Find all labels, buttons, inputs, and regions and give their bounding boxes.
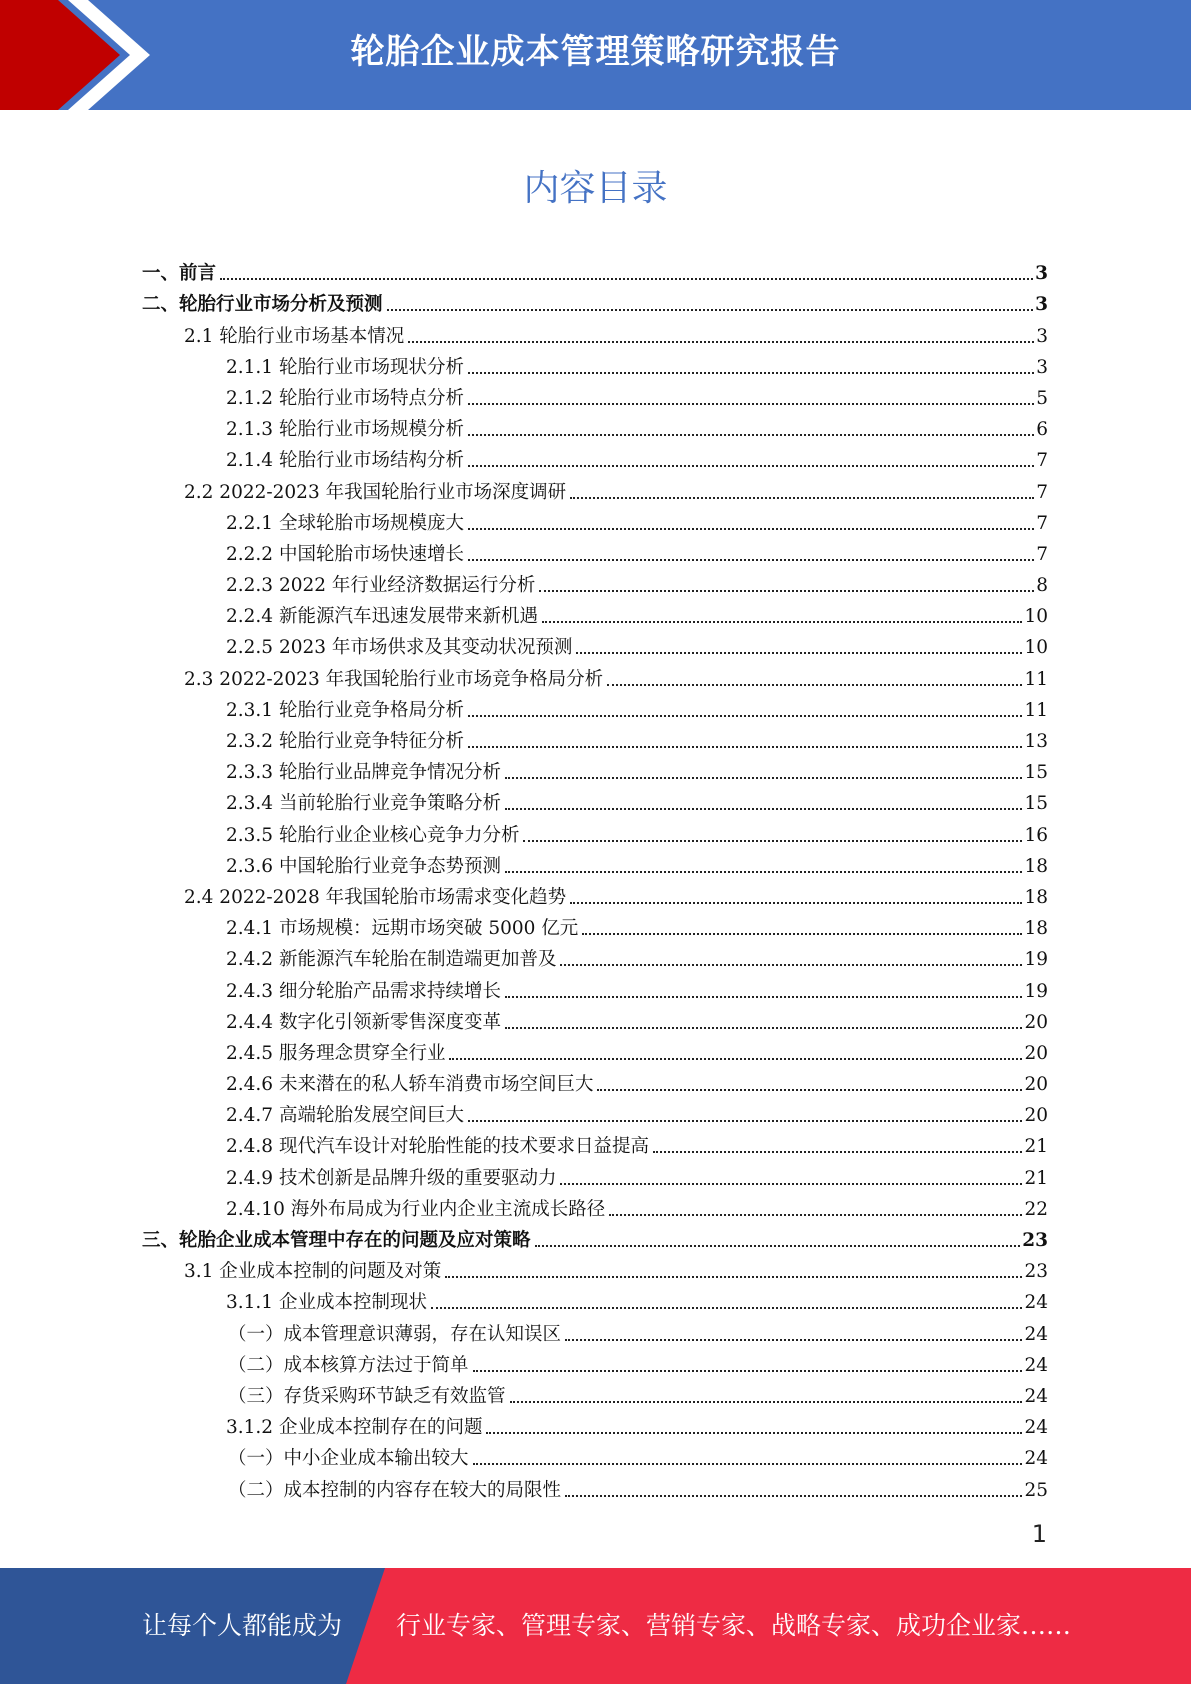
toc-entry-page: 24 <box>1024 1354 1048 1376</box>
toc-entry-title: 3.1 企业成本控制的问题及对策 <box>184 1261 442 1283</box>
toc-dot-leader <box>468 746 1022 748</box>
toc-dot-leader <box>570 902 1022 904</box>
toc-entry[interactable] <box>142 285 1048 316</box>
toc-entry-title: 2.3.4 当前轮胎行业竞争策略分析 <box>226 793 501 815</box>
toc-entry[interactable] <box>142 1034 1048 1065</box>
toc-entry-title: 二、轮胎行业市场分析及预测 <box>142 294 383 316</box>
toc-dot-leader <box>576 652 1022 654</box>
toc-entry-page: 5 <box>1036 387 1048 409</box>
toc-entry[interactable] <box>142 410 1048 441</box>
toc-entry[interactable] <box>142 1439 1048 1470</box>
toc-entry[interactable] <box>142 909 1048 940</box>
toc-dot-leader <box>468 372 1034 374</box>
page-number: 1 <box>1031 1520 1047 1548</box>
toc-entry-page: 11 <box>1024 699 1048 721</box>
toc-entry-title: 2.2.4 新能源汽车迅速发展带来新机遇 <box>226 606 538 628</box>
toc-entry-page: 24 <box>1024 1292 1048 1314</box>
toc-dot-leader <box>468 465 1034 467</box>
toc-entry[interactable] <box>142 535 1048 566</box>
toc-entry-title: 2.4.1 市场规模：远期市场突破 5000 亿元 <box>226 918 579 940</box>
toc-entry-page: 23 <box>1024 1261 1048 1283</box>
toc-dot-leader <box>408 341 1034 343</box>
toc-entry-title: 2.4.2 新能源汽车轮胎在制造端更加普及 <box>226 949 557 971</box>
toc-dot-leader <box>570 497 1034 499</box>
toc-entry-page: 25 <box>1024 1479 1048 1501</box>
page-footer <box>0 1568 1191 1684</box>
toc-dot-leader <box>468 715 1022 717</box>
toc-entry-title: 2.4.9 技术创新是品牌升级的重要驱动力 <box>226 1167 557 1189</box>
toc-entry-page: 22 <box>1024 1198 1048 1220</box>
toc-entry-title: 2.1.4 轮胎行业市场结构分析 <box>226 450 464 472</box>
toc-entry-page: 19 <box>1024 980 1048 1002</box>
toc-entry-title: 3.1.1 企业成本控制现状 <box>226 1292 427 1314</box>
toc-entry-page: 20 <box>1024 1042 1048 1064</box>
toc-dot-leader <box>486 1432 1022 1434</box>
table-of-contents <box>142 254 1048 1502</box>
toc-entry-page: 18 <box>1024 886 1048 908</box>
toc-entry[interactable] <box>142 1003 1048 1034</box>
toc-dot-leader <box>473 1370 1023 1372</box>
toc-dot-leader <box>468 403 1034 405</box>
toc-entry[interactable] <box>142 1314 1048 1345</box>
toc-entry[interactable] <box>142 1252 1048 1283</box>
toc-entry-title: 3.1.2 企业成本控制存在的问题 <box>226 1417 483 1439</box>
toc-entry[interactable] <box>142 1190 1048 1221</box>
toc-entry-title: 2.4.8 现代汽车设计对轮胎性能的技术要求日益提高 <box>226 1136 649 1158</box>
toc-entry[interactable] <box>142 348 1048 379</box>
toc-entry[interactable] <box>142 566 1048 597</box>
toc-entry[interactable] <box>142 1158 1048 1189</box>
toc-entry[interactable] <box>142 1127 1048 1158</box>
toc-dot-leader <box>560 1183 1022 1185</box>
toc-dot-leader <box>582 933 1022 935</box>
toc-entry[interactable] <box>142 1065 1048 1096</box>
toc-entry-page: 10 <box>1024 606 1048 628</box>
toc-dot-leader <box>505 996 1022 998</box>
toc-entry-title: 三、轮胎企业成本管理中存在的问题及应对策略 <box>142 1230 531 1251</box>
toc-entry-page: 24 <box>1024 1448 1048 1470</box>
toc-dot-leader <box>653 1151 1022 1153</box>
toc-entry[interactable] <box>142 1470 1048 1501</box>
toc-dot-leader <box>510 1401 1023 1403</box>
toc-entry[interactable] <box>142 815 1048 846</box>
toc-dot-leader <box>542 621 1022 623</box>
toc-entry[interactable] <box>142 628 1048 659</box>
toc-entry-title: 2.2 2022-2023 年我国轮胎行业市场深度调研 <box>184 481 567 503</box>
toc-entry[interactable] <box>142 971 1048 1002</box>
footer-slogan-right: 行业专家、管理专家、营销专家、战略专家、成功企业家…… <box>396 1611 1072 1640</box>
toc-entry[interactable] <box>142 1408 1048 1439</box>
toc-entry-title: 2.4.4 数字化引领新零售深度变革 <box>226 1011 501 1033</box>
toc-entry[interactable] <box>142 1283 1048 1314</box>
toc-dot-leader <box>505 808 1022 810</box>
toc-entry[interactable] <box>142 1096 1048 1127</box>
toc-entry-title: 2.2.5 2023 年市场供求及其变动状况预测 <box>226 637 573 659</box>
toc-entry-page: 3 <box>1035 294 1048 316</box>
toc-heading: 内容目录 <box>523 168 668 209</box>
toc-dot-leader <box>387 309 1034 311</box>
toc-entry[interactable] <box>142 1377 1048 1408</box>
toc-dot-leader <box>505 1027 1022 1029</box>
toc-entry-title: 2.1.3 轮胎行业市场规模分析 <box>226 419 464 441</box>
report-title: 轮胎企业成本管理策略研究报告 <box>350 32 841 72</box>
toc-entry-title: 2.2.3 2022 年行业经济数据运行分析 <box>226 575 536 597</box>
toc-dot-leader <box>220 278 1033 280</box>
toc-dot-leader <box>565 1495 1022 1497</box>
toc-entry-page: 8 <box>1036 575 1048 597</box>
toc-entry-page: 18 <box>1024 918 1048 940</box>
toc-entry-page: 21 <box>1024 1167 1048 1189</box>
toc-entry-title: （一）成本管理意识薄弱，存在认知误区 <box>228 1323 562 1345</box>
toc-entry[interactable] <box>142 1346 1048 1377</box>
page-header <box>0 0 1191 110</box>
toc-entry[interactable] <box>142 379 1048 410</box>
toc-entry-page: 7 <box>1036 450 1048 472</box>
toc-entry[interactable] <box>142 504 1048 535</box>
toc-entry[interactable] <box>142 254 1048 285</box>
toc-entry-title: 2.1.2 轮胎行业市场特点分析 <box>226 387 464 409</box>
toc-entry-page: 15 <box>1024 762 1048 784</box>
toc-entry-page: 7 <box>1036 481 1048 503</box>
toc-entry-title: 2.4.10 海外布局成为行业内企业主流成长路径 <box>226 1198 606 1220</box>
toc-entry-page: 15 <box>1024 793 1048 815</box>
toc-dot-leader <box>449 1058 1022 1060</box>
toc-entry-page: 3 <box>1036 325 1048 347</box>
toc-entry-page: 13 <box>1024 731 1048 752</box>
toc-entry-page: 23 <box>1022 1230 1048 1251</box>
toc-entry-title: 2.3.2 轮胎行业竞争特征分析 <box>226 731 464 752</box>
toc-entry[interactable] <box>142 472 1048 503</box>
toc-entry-page: 3 <box>1035 263 1048 285</box>
toc-dot-leader <box>535 1245 1021 1247</box>
footer-slogan-left: 让每个人都能成为 <box>142 1611 343 1640</box>
toc-dot-leader <box>468 559 1034 561</box>
toc-entry-title: 2.4.7 高端轮胎发展空间巨大 <box>226 1105 464 1127</box>
toc-entry-page: 3 <box>1036 356 1048 378</box>
toc-entry-page: 21 <box>1024 1136 1048 1158</box>
toc-entry-title: 2.2.2 中国轮胎市场快速增长 <box>226 543 464 565</box>
toc-dot-leader <box>539 590 1034 592</box>
toc-entry-title: 2.2.1 全球轮胎市场规模庞大 <box>226 512 464 534</box>
toc-entry-page: 11 <box>1024 668 1048 690</box>
toc-entry-page: 6 <box>1036 419 1048 441</box>
toc-entry-title: 2.1.1 轮胎行业市场现状分析 <box>226 356 464 378</box>
toc-entry-page: 24 <box>1024 1323 1048 1345</box>
toc-entry-page: 19 <box>1024 949 1048 971</box>
toc-entry[interactable] <box>142 659 1048 690</box>
toc-entry-title: （三）存货采购环节缺乏有效监管 <box>228 1385 506 1407</box>
toc-dot-leader <box>505 871 1022 873</box>
toc-entry-page: 7 <box>1036 512 1048 534</box>
toc-entry[interactable] <box>142 847 1048 878</box>
toc-entry-title: （一）中小企业成本输出较大 <box>228 1448 469 1470</box>
toc-entry[interactable] <box>142 441 1048 472</box>
toc-entry-page: 20 <box>1024 1105 1048 1127</box>
toc-entry-title: 2.3.1 轮胎行业竞争格局分析 <box>226 699 464 721</box>
toc-entry-page: 20 <box>1024 1074 1048 1096</box>
toc-dot-leader <box>597 1089 1022 1091</box>
toc-entry[interactable] <box>142 597 1048 628</box>
toc-dot-leader <box>565 1339 1022 1341</box>
toc-entry-title: 2.3.5 轮胎行业企业核心竞争力分析 <box>226 824 520 846</box>
toc-entry[interactable] <box>142 722 1048 753</box>
toc-entry-page: 18 <box>1024 855 1048 877</box>
toc-dot-leader <box>445 1276 1022 1278</box>
toc-dot-leader <box>468 528 1034 530</box>
toc-entry-page: 24 <box>1024 1417 1048 1439</box>
toc-entry[interactable] <box>142 784 1048 815</box>
toc-entry-page: 10 <box>1024 637 1048 659</box>
toc-entry-title: 2.3.3 轮胎行业品牌竞争情况分析 <box>226 762 501 784</box>
toc-dot-leader <box>431 1307 1022 1309</box>
toc-entry[interactable] <box>142 1221 1048 1252</box>
toc-entry-page: 16 <box>1024 824 1048 846</box>
toc-entry[interactable] <box>142 878 1048 909</box>
toc-entry-title: 2.4.5 服务理念贯穿全行业 <box>226 1042 446 1064</box>
toc-dot-leader <box>609 1214 1022 1216</box>
toc-entry-page: 24 <box>1024 1385 1048 1407</box>
toc-entry[interactable] <box>142 753 1048 784</box>
toc-entry-title: 2.4.3 细分轮胎产品需求持续增长 <box>226 980 501 1002</box>
toc-dot-leader <box>468 1120 1022 1122</box>
toc-dot-leader <box>473 1463 1023 1465</box>
toc-entry-title: （二）成本核算方法过于简单 <box>228 1354 469 1376</box>
toc-entry[interactable] <box>142 940 1048 971</box>
toc-dot-leader <box>560 964 1022 966</box>
toc-entry-title: 2.1 轮胎行业市场基本情况 <box>184 325 405 347</box>
toc-entry[interactable] <box>142 316 1048 347</box>
toc-dot-leader <box>468 434 1034 436</box>
toc-entry-title: 2.4 2022-2028 年我国轮胎市场需求变化趋势 <box>184 886 567 908</box>
toc-entry-title: （二）成本控制的内容存在较大的局限性 <box>228 1479 562 1501</box>
toc-entry-title: 2.4.6 未来潜在的私人轿车消费市场空间巨大 <box>226 1074 594 1096</box>
toc-entry[interactable] <box>142 691 1048 722</box>
toc-entry-title: 一、前言 <box>142 263 217 285</box>
toc-entry-page: 20 <box>1024 1011 1048 1033</box>
toc-entry-page: 7 <box>1036 543 1048 565</box>
toc-entry-title: 2.3 2022-2023 年我国轮胎行业市场竞争格局分析 <box>184 668 604 690</box>
toc-dot-leader <box>523 840 1022 842</box>
toc-entry-title: 2.3.6 中国轮胎行业竞争态势预测 <box>226 855 501 877</box>
toc-dot-leader <box>505 777 1022 779</box>
toc-dot-leader <box>607 684 1022 686</box>
